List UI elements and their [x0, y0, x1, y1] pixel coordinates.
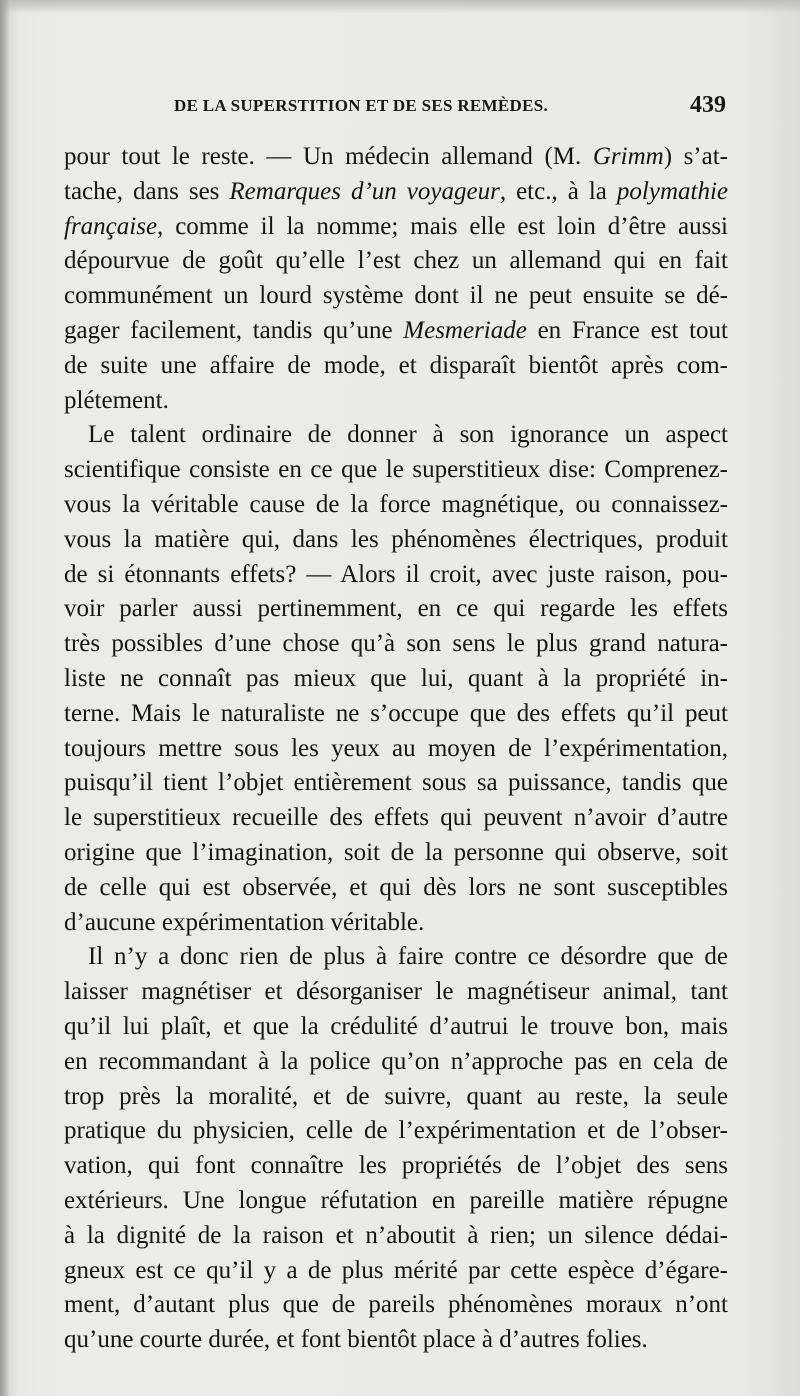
text-run: scientifique consiste en ce que le superstitieux dise: Comprenez- — [64, 456, 728, 484]
text-line — [64, 1323, 728, 1358]
text-line — [64, 871, 728, 906]
text-run: tache, dans ses — [64, 177, 230, 205]
text-run: liste ne connaît pas mieux que lui, quant à la propriété in- — [64, 664, 728, 692]
text-run: vation, qui font connaître les propriétés de l’objet des sens — [64, 1152, 728, 1180]
text-run: pour tout le reste. — Un médecin allemand (M. — [64, 143, 593, 170]
text-run: de celle qui est observée, et qui dès lors ne sont susceptibles — [64, 873, 728, 901]
italic-text: Mesmeriade — [403, 316, 527, 344]
text-run: voir parler aussi pertinemment, en ce qui regarde les effets — [64, 595, 728, 623]
text-line — [64, 349, 728, 384]
text-line — [64, 558, 728, 593]
text-run: en France est tout — [526, 316, 729, 344]
italic-text: française — [64, 212, 158, 240]
text-line — [64, 488, 728, 523]
text-line — [64, 627, 728, 662]
text-line — [64, 1219, 728, 1254]
text-run: à la dignité de la raison et n’aboutit à rien; un silence dédai- — [64, 1221, 728, 1249]
text-run: puisqu’il tient l’objet entièrement sous sa puissance, tandis que — [64, 769, 728, 797]
italic-text: Grimm — [592, 143, 664, 170]
text-line — [64, 1114, 728, 1149]
text-line — [64, 384, 728, 419]
running-title: DE LA SUPERSTITION ET DE SES REMÈDES. — [174, 96, 549, 115]
page-number: 439 — [690, 92, 726, 118]
text-run: , comme il la nomme; mais elle est loin d’être aussi — [157, 212, 728, 240]
page-binding-edge — [0, 0, 10, 1396]
text-run: laisser magnétiser et désorganiser le magnétiseur animal, tant — [64, 978, 728, 1006]
text-line — [64, 1184, 728, 1219]
text-run: gager facilement, tandis qu’une — [64, 316, 404, 344]
text-run: Il n’y a donc rien de plus à faire contre ce désordre que de — [88, 943, 728, 971]
text-run: Le talent ordinaire de donner à son ignorance un aspect — [88, 421, 728, 449]
text-line — [64, 175, 728, 210]
text-line — [64, 1045, 728, 1080]
text-line — [64, 453, 728, 488]
text-run: qu’il lui plaît, et que la crédulité d’autrui le trouve bon, mais — [64, 1012, 728, 1040]
text-run: vous la matière qui, dans les phénomènes électriques, produit — [64, 525, 728, 553]
italic-text: Remarques d’un voyageur — [229, 177, 500, 205]
text-line — [64, 314, 728, 349]
text-run: toujours mettre sous les yeux au moyen de l’expérimentation, — [64, 734, 728, 762]
text-run: très possibles d’une chose qu’à son sens le plus grand natura- — [64, 630, 728, 658]
text-line — [64, 418, 728, 453]
text-line — [64, 279, 728, 314]
body-text — [64, 140, 728, 1358]
text-run: communément un lourd système dont il ne peut ensuite se dé- — [64, 282, 728, 310]
text-run: trop près la moralité, et de suivre, quant au reste, la seule — [64, 1082, 728, 1110]
text-run: le superstitieux recueille des effets qui peuvent n’avoir d’autre — [64, 804, 728, 832]
text-run: de si étonnants effets? — Alors il croit, avec juste raison, pou- — [64, 560, 728, 588]
text-line — [64, 906, 728, 941]
text-line — [64, 1149, 728, 1184]
text-line — [64, 210, 728, 245]
text-run: de suite une affaire de mode, et disparaît bientôt après com- — [64, 351, 728, 379]
text-run: ment, d’autant plus que de pareils phénomènes moraux n’ont — [64, 1291, 728, 1319]
text-line — [64, 140, 728, 175]
italic-text: polymathie — [616, 177, 728, 205]
text-line — [64, 1254, 728, 1289]
text-run: gneux est ce qu’il y a de plus mérité par cette espèce d’égare- — [64, 1256, 728, 1284]
text-line — [64, 836, 728, 871]
text-run: ) s’at- — [663, 143, 728, 170]
text-line — [64, 1288, 728, 1323]
text-line — [64, 662, 728, 697]
page-top-shadow — [0, 0, 800, 14]
text-run: extérieurs. Une longue réfutation en pareille matière répugne — [64, 1186, 728, 1214]
text-line — [64, 244, 728, 279]
text-run: dépourvue de goût qu’elle l’est chez un allemand qui en fait — [64, 247, 728, 275]
text-run: d’aucune expérimentation véritable. — [64, 908, 425, 936]
text-line — [64, 975, 728, 1010]
text-line — [64, 1010, 728, 1045]
text-line — [64, 697, 728, 732]
text-line — [64, 766, 728, 801]
text-run: terne. Mais le naturaliste ne s’occupe que des effets qu’il peut — [64, 699, 728, 727]
text-line — [64, 1080, 728, 1115]
text-run: plétement. — [64, 386, 169, 414]
text-run: qu’une courte durée, et font bientôt place à d’autres folies. — [64, 1326, 648, 1354]
running-head — [174, 94, 726, 124]
text-run: en recommandant à la police qu’on n’approche pas en cela de — [64, 1047, 728, 1075]
text-line — [64, 523, 728, 558]
text-run: , etc., à la — [499, 177, 617, 205]
text-run: pratique du physicien, celle de l’expérimentation et de l’obser- — [64, 1117, 728, 1145]
text-line — [64, 592, 728, 627]
text-run: vous la véritable cause de la force magnétique, ou connaissez- — [64, 490, 728, 518]
text-line — [64, 732, 728, 767]
text-line — [64, 940, 728, 975]
text-line — [64, 801, 728, 836]
text-run: origine que l’imagination, soit de la personne qui observe, soit — [64, 838, 728, 866]
